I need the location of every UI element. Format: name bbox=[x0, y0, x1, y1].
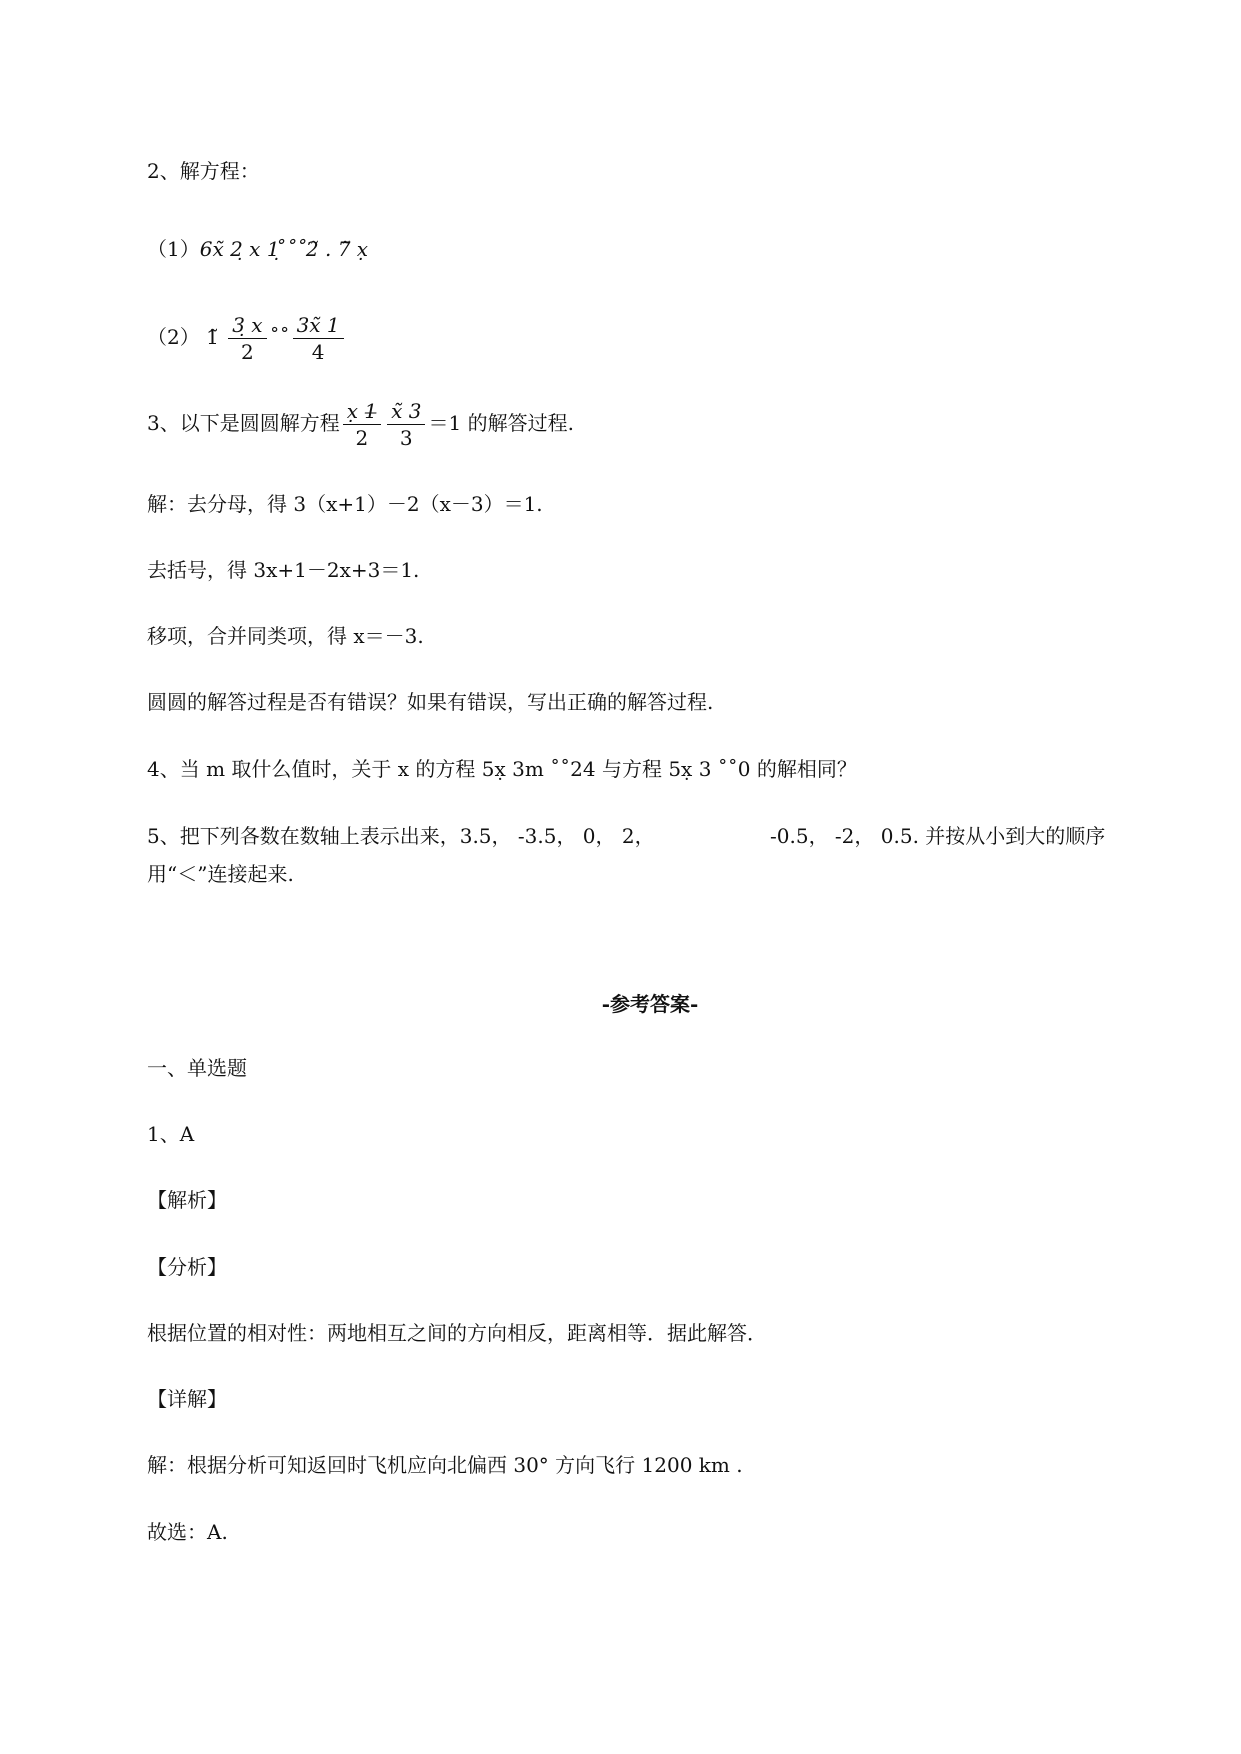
q2-item2-prefix: 1̃ bbox=[206, 325, 219, 349]
detail-text: 解：根据分析可知返回时飞机应向北偏西 30° 方向飞行 1200 km . bbox=[147, 1453, 743, 1477]
q3-fraction-1 bbox=[343, 398, 381, 451]
q3-fraction-2 bbox=[387, 398, 425, 451]
q2-item2-fraction-1 bbox=[228, 312, 266, 365]
q2-item2-label: （2） bbox=[147, 325, 200, 349]
detail-label: 【详解】 bbox=[147, 1387, 227, 1411]
analysis-label: 【解析】 bbox=[147, 1188, 227, 1212]
q5-line2: 用“＜”连接起来. bbox=[147, 862, 294, 886]
q3-heading-post: ＝1 的解答过程. bbox=[428, 411, 574, 435]
q3-step3: 移项，合并同类项，得 x＝－3. bbox=[147, 624, 424, 648]
q2-item2-mid: ˚˚ bbox=[269, 325, 290, 349]
q2-item2-frac1-num: 3̣ x bbox=[228, 312, 266, 339]
fenxi-text: 根据位置的相对性：两地相互之间的方向相反，距离相等．据此解答． bbox=[147, 1321, 767, 1345]
q3-heading bbox=[147, 398, 574, 451]
q2-item2-fraction-2 bbox=[293, 312, 344, 365]
q3-frac1-num: x̣ 1̶ bbox=[343, 398, 381, 425]
q3-frac2-num: x̃ 3 bbox=[387, 398, 425, 425]
q2-item1 bbox=[147, 235, 368, 263]
q5-line1b: -0.5， -2， 0.5. 并按从小到大的顺序 bbox=[770, 824, 1106, 848]
q2-item1-label: （1） bbox=[147, 237, 200, 261]
q3-frac1-den: 2 bbox=[355, 426, 369, 450]
q3-step2: 去括号，得 3x+1－2x+3＝1. bbox=[147, 558, 420, 582]
q2-item2-frac2-num: 3x̃ 1 bbox=[293, 312, 344, 339]
q2-heading: 2、解方程： bbox=[147, 159, 260, 183]
q2-item1-expr: 6x̃ 2̣ x 1̣ ̊˚˚2̃ . 7̃ x̣ bbox=[199, 237, 369, 261]
answers-section: 一、单选题 bbox=[147, 1056, 247, 1080]
q2-item2-frac1-den: 2 bbox=[241, 340, 254, 364]
q3-step1: 解：去分母，得 3（x+1）－2（x－3）＝1. bbox=[147, 492, 543, 516]
q4-text: 4、当 m 取什么值时，关于 x 的方程 5x̣ 3m ˚˚24 与方程 5x̣ 3 ˚˚0 的解相同？ bbox=[147, 757, 857, 781]
answers-q1: 1、A bbox=[147, 1122, 195, 1146]
q3-frac2-den: 3 bbox=[399, 426, 413, 450]
q2-item2-frac2-den: 4 bbox=[311, 340, 325, 364]
q3-question: 圆圆的解答过程是否有错误？如果有错误，写出正确的解答过程. bbox=[147, 690, 714, 714]
fenxi-label: 【分析】 bbox=[147, 1255, 227, 1279]
answers-title: -参考答案- bbox=[601, 992, 699, 1016]
q5-line1a: 5、把下列各数在数轴上表示出来，3.5， -3.5， 0， 2， bbox=[147, 824, 655, 848]
q2-item2 bbox=[147, 312, 347, 365]
q3-heading-pre: 3、以下是圆圆解方程 bbox=[147, 411, 340, 435]
conclusion: 故选：A. bbox=[147, 1520, 228, 1544]
